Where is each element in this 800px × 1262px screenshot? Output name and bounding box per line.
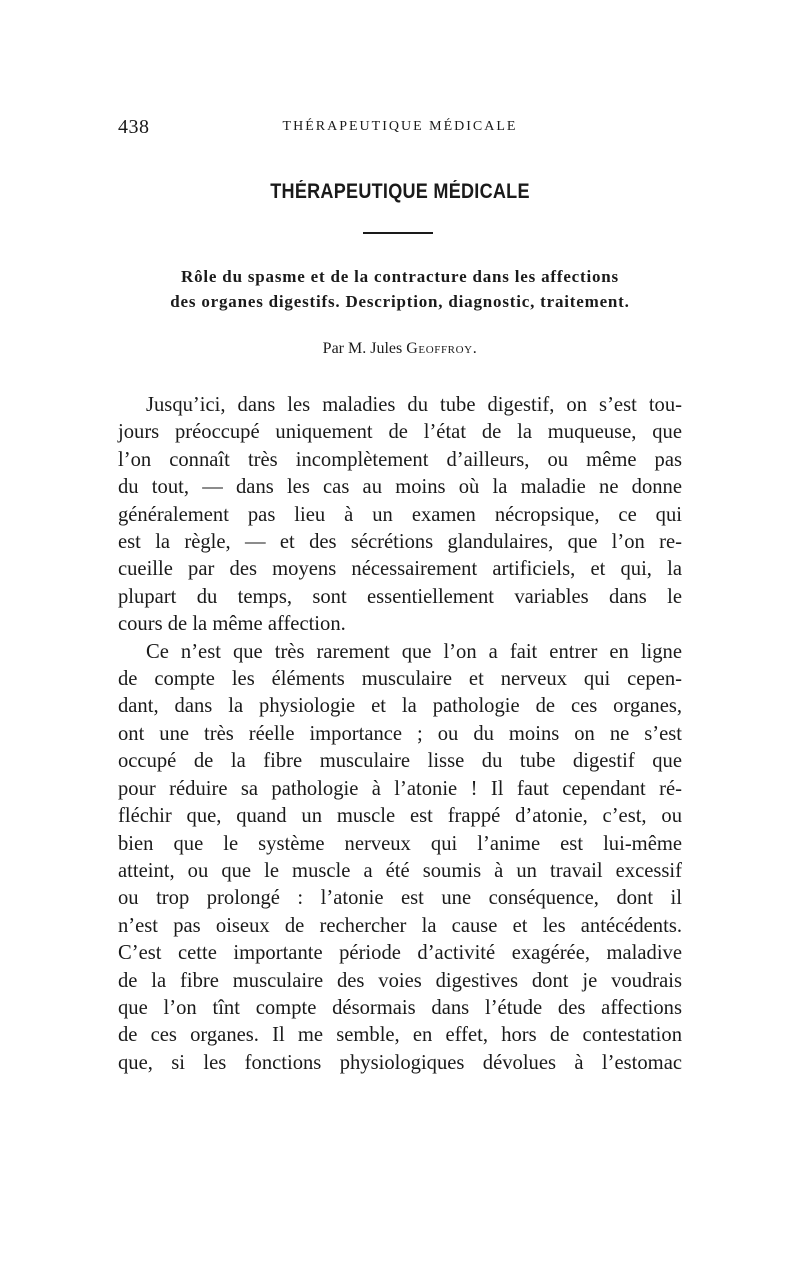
text-line: bien que le système nerveux qui l’anime est lui-même (118, 832, 682, 855)
text-line: que l’on tînt compte désormais dans l’étude des affections (118, 996, 682, 1019)
text-line: n’est pas oiseux de rechercher la cause et les antécédents. (118, 914, 682, 937)
paragraph (118, 639, 682, 1078)
text-line: dant, dans la physiologie et la pathologie de ces organes, (118, 695, 682, 718)
body-text (118, 392, 682, 1077)
text-line: fléchir que, quand un muscle est frappé d’atonie, c’est, ou (118, 805, 682, 828)
running-head (118, 116, 682, 140)
text-line: cueille par des moyens nécessairement artificiels, et qui, la (118, 558, 682, 581)
author-name: Geoffroy. (406, 340, 478, 357)
text-line: de la fibre musculaire des voies digestives dont je voudrais (118, 969, 682, 992)
text-line: ou trop prolongé : l’atonie est une conséquence, dont il (118, 887, 682, 910)
article-title-line: des organes digestifs. Description, diagnostic, traitement. (170, 292, 630, 311)
text-line: jours préoccupé uniquement de l’état de la muqueuse, que (118, 421, 682, 444)
title-divider (363, 232, 433, 234)
section-title: THÉRAPEUTIQUE MÉDICALE (270, 180, 530, 203)
text-line: est la règle, — et des sécrétions glandulaires, que l’on re- (118, 531, 682, 554)
text-line: atteint, ou que le muscle a été soumis à un travail excessif (118, 859, 682, 882)
text-line: plupart du temps, sont essentiellement variables dans le (118, 585, 682, 608)
text-line: l’on connaît très incomplètement d’ailleurs, ou même pas (118, 448, 682, 471)
text-line: ont une très réelle importance ; ou du moins on ne s’est (118, 722, 682, 745)
text-line: Ce n’est que très rarement que l’on a fait entrer en ligne (146, 640, 682, 663)
text-line: occupé de la fibre musculaire lisse du tube digestif que (118, 750, 682, 773)
text-line: de compte les éléments musculaire et nerveux qui cepen- (118, 668, 682, 691)
text-line: cours de la même affection. (118, 613, 346, 636)
text-line: du tout, — dans les cas au moins où la maladie ne donne (118, 476, 682, 499)
byline-prefix: Par M. Jules (322, 340, 403, 357)
running-title: THÉRAPEUTIQUE MÉDICALE (282, 119, 518, 134)
article-title-line: Rôle du spasme et de la contracture dans les affections (181, 267, 619, 286)
text-line: généralement pas lieu à un examen nécropsique, ce qui (118, 503, 682, 526)
byline (118, 340, 682, 358)
article-title (118, 264, 682, 314)
text-line: que, si les fonctions physiologiques dévolues à l’estomac (118, 1051, 682, 1074)
text-line: pour réduire sa pathologie à l’atonie ! Il faut cependant ré- (118, 777, 682, 800)
text-line: C’est cette importante période d’activité exagérée, maladive (118, 942, 682, 965)
text-line: Jusqu’ici, dans les maladies du tube digestif, on s’est tou- (146, 394, 682, 416)
paragraph (118, 392, 682, 639)
page-number: 438 (118, 116, 150, 138)
text-line: de ces organes. Il me semble, en effet, hors de contestation (118, 1024, 682, 1047)
